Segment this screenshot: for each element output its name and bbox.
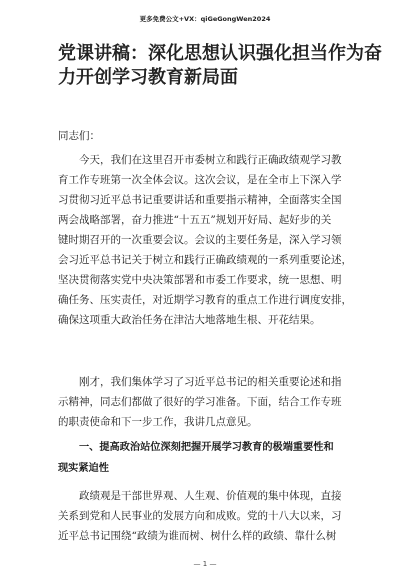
text-line: 确任务、压实责任，对近期学习教育的重点工作进行调度安排，: [58, 294, 352, 306]
text-line: 两会战略部署，奋力推进“十五五”规划开好局、起好步的关: [58, 214, 332, 226]
text-line: 育工作专班第一次全体会议。这次会议，是在全市上下深入学: [58, 174, 342, 186]
text-line: 政绩观是干部世界观、人生观、价值观的集中体现，直接: [79, 490, 342, 502]
text-line: 确保这项重大政治任务在津沽大地落地生根、开花结果。: [58, 314, 321, 326]
page-number: — 1 —: [193, 560, 217, 568]
text-line: 刚才，我们集体学习了习近平总书记的相关重要论述和指: [79, 376, 342, 388]
text-line: 同志们：: [58, 130, 100, 142]
paragraph-section1: [58, 486, 358, 546]
document-title: [58, 42, 382, 90]
text-line: 示精神，同志们都做了很好的学习准备。下面，结合工作专班: [58, 396, 342, 408]
text-line: 习贯彻习近平总书记重要讲话和重要指示精神，全面落实全国: [58, 194, 342, 206]
text-line: 关系到党和人民事业的发展方向和成败。党的十八大以来，习: [58, 510, 342, 522]
heading-line: 一、提高政治站位深刻把握开展学习教育的极端重要性和: [79, 442, 334, 453]
text-line: 的职责使命和下一步工作，我讲几点意见。: [58, 416, 258, 428]
paragraph-transition: [58, 372, 358, 432]
header-note: 更多免费公文+VX：qiGeGongWen2024: [139, 15, 271, 23]
text-line: 近平总书记围绕“政绩为谁而树、树什么样的政绩、靠什么树: [58, 530, 337, 542]
section-heading: [58, 437, 358, 479]
title-line: 党课讲稿：深化思想认识强化担当作为奋: [58, 43, 382, 64]
salutation: [58, 126, 358, 146]
title-line: 力开创学习教育新局面: [58, 67, 238, 88]
text-line: 坚决贯彻落实党中央决策部署和市委工作要求，统一思想、明: [58, 274, 342, 286]
text-line: 键时期召开的一次重要会议。会议的主要任务是，深入学习领: [58, 234, 342, 246]
text-line: 会习近平总书记关于树立和践行正确政绩观的一系列重要论述，: [58, 254, 352, 266]
heading-line: 现实紧迫性: [58, 463, 109, 474]
text-line: 今天，我们在这里召开市委树立和践行正确政绩观学习教: [79, 154, 342, 166]
paragraph-opening: [58, 150, 358, 330]
